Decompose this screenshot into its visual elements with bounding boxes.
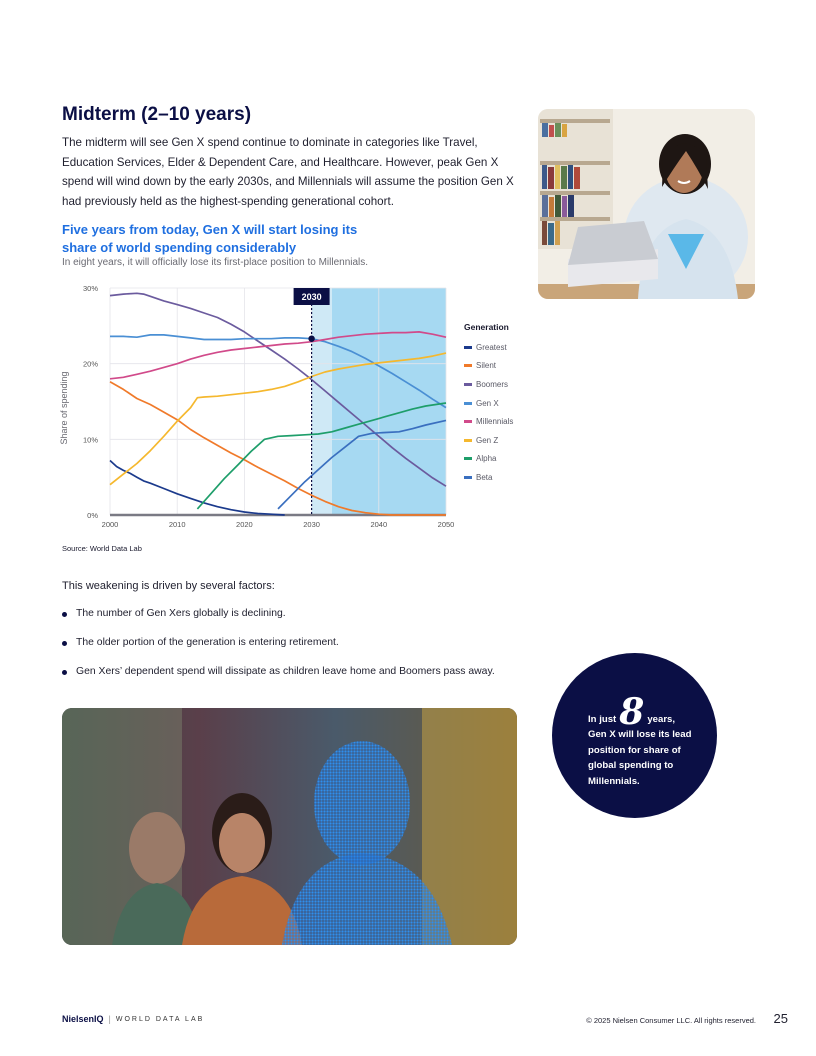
- legend-label: Beta: [476, 472, 493, 482]
- legend-swatch: [464, 346, 472, 349]
- chart-title: Five years from today, Gen X will start losing its share of world spending considerably: [62, 222, 358, 255]
- chart-subtitle: In eight years, it will officially lose its first-place position to Millennials.: [62, 257, 369, 268]
- x-axis-ticks: [102, 520, 455, 529]
- section-heading: Midterm (2–10 years): [62, 104, 252, 125]
- list-item: The older portion of the generation is entering retirement.: [62, 637, 495, 666]
- callout-number: 8: [619, 691, 645, 733]
- legend-swatch: [464, 476, 472, 479]
- logo-divider: |: [108, 1014, 111, 1024]
- woman-laptop-photo: [538, 109, 755, 299]
- legend-item: [464, 468, 544, 487]
- page-number: 25: [773, 1011, 788, 1026]
- legend-swatch: [464, 402, 472, 405]
- forecast-transition: [312, 288, 332, 515]
- callout-post: years,: [647, 713, 676, 725]
- legend-label: Greatest: [476, 342, 507, 352]
- world-data-lab-logo: WORLD DATA LAB: [115, 1015, 205, 1023]
- legend-label: Gen Z: [476, 435, 499, 445]
- x-tick-label: 2020: [236, 520, 253, 529]
- y-axis-label: Share of spending: [59, 371, 69, 445]
- y-tick-label: 30%: [82, 284, 98, 293]
- x-tick-label: 2040: [370, 520, 388, 529]
- legend-label: Silent: [476, 361, 497, 371]
- list-item: Gen Xers’ dependent spend will dissipate as children leave home and Boomers pass away.: [62, 666, 495, 695]
- legend-item: [464, 338, 544, 357]
- chart-source: Source: World Data Lab: [62, 544, 142, 553]
- list-item: The number of Gen Xers globally is declining.: [62, 608, 495, 637]
- legend-item: [464, 450, 544, 469]
- legend-swatch: [464, 439, 472, 442]
- stat-callout: [552, 653, 717, 818]
- callout-rest: Gen X will lose its lead position for share of global spending to Millennials.: [588, 729, 692, 787]
- chart-legend: [464, 322, 544, 487]
- legend-swatch: [464, 364, 472, 367]
- x-tick-label: 2050: [437, 520, 455, 529]
- legend-item: [464, 375, 544, 394]
- footer-logos: [62, 1014, 204, 1024]
- x-tick-label: 2010: [168, 520, 186, 529]
- legend-item: [464, 412, 544, 431]
- legend-swatch: [464, 383, 472, 386]
- highlight-marker: [308, 335, 314, 341]
- forecast-region: [332, 288, 446, 515]
- generations-portrait-photo: [62, 708, 517, 945]
- x-tick-label: 2030: [303, 520, 320, 529]
- callout-pre: In just: [588, 713, 617, 725]
- y-tick-label: 10%: [82, 435, 98, 445]
- nielseniq-logo: NielsenIQ: [62, 1014, 104, 1024]
- copyright: © 2025 Nielsen Consumer LLC. All rights reserved.: [586, 1016, 756, 1025]
- legend-label: Gen X: [476, 398, 499, 408]
- spending-share-line-chart: [56, 280, 526, 532]
- legend-item: [464, 431, 544, 450]
- intro-paragraph: The midterm will see Gen X spend continue to dominate in categories like Travel, Education Services, Elder & Dependent Care, and Healthcare. However, peak Gen X spend will wind down by the early 2030s, and Millennials will assume the position Gen X had previously held as the highest-spending generational cohort.: [62, 136, 514, 208]
- legend-item: [464, 357, 544, 376]
- legend-item: [464, 394, 544, 413]
- legend-label: Millennials: [476, 417, 514, 427]
- y-tick-label: 20%: [82, 359, 98, 369]
- x-tick-label: 2000: [101, 520, 119, 529]
- series-line-greatest: [110, 461, 285, 516]
- factors-intro: This weakening is driven by several factors:: [62, 580, 275, 592]
- legend-label: Boomers: [476, 379, 509, 389]
- legend-swatch: [464, 420, 472, 423]
- y-tick-label: 0%: [87, 511, 98, 520]
- highlight-year-label: 2030: [301, 292, 322, 302]
- legend-swatch: [464, 457, 472, 460]
- y-axis-ticks: [83, 284, 98, 520]
- factors-list: [62, 608, 495, 695]
- legend-title: Generation: [464, 322, 509, 332]
- legend-label: Alpha: [476, 454, 497, 464]
